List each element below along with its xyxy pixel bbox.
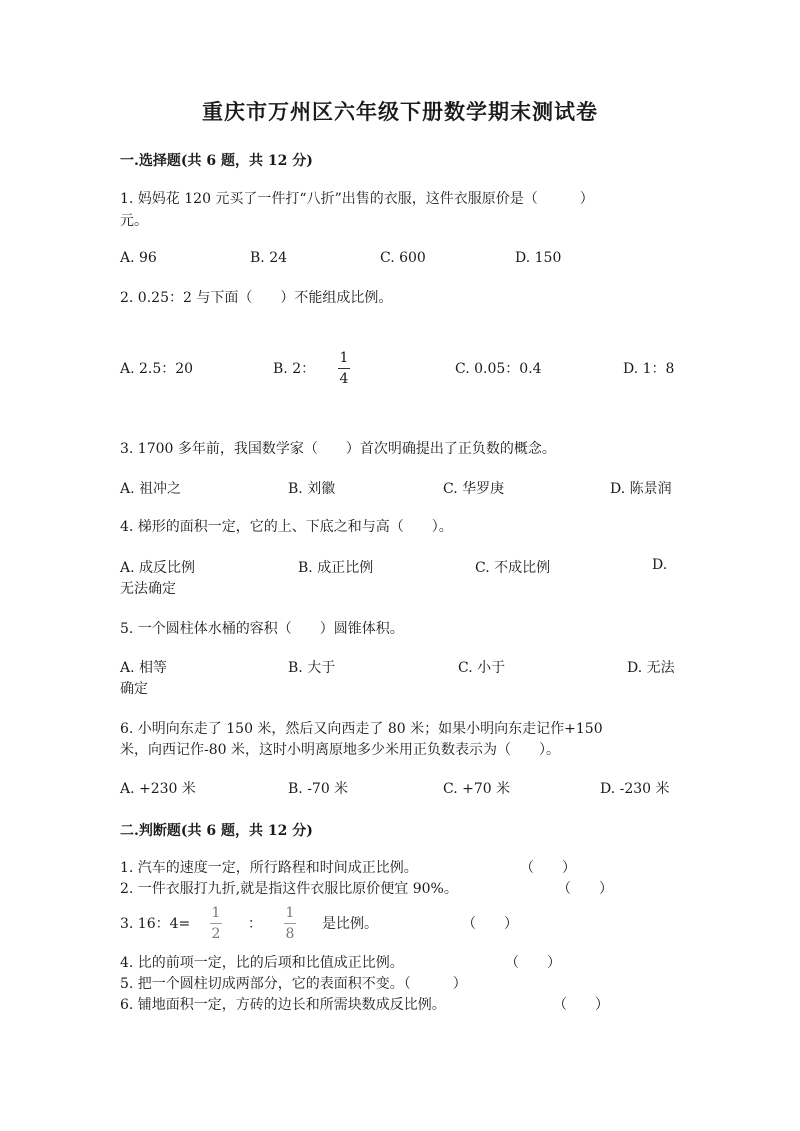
question-6-option-a: A. +230 米 — [120, 781, 196, 797]
fraction-bar — [210, 923, 222, 924]
fraction-numerator: 1 — [339, 350, 349, 366]
judgement-4-text: 4. 比的前项一定，比的后项和比值成正比例。 — [120, 955, 404, 971]
question-4-text: 4. 梯形的面积一定，它的上、下底之和与高（ ）。 — [120, 519, 453, 535]
judgement-5-text: 5. 把一个圆柱切成两部分，它的表面积不变。（ ） — [120, 976, 467, 992]
judgement-3-colon: ： — [248, 916, 262, 932]
question-1-line1: 1. 妈妈花 120 元买了一件打“八折”出售的衣服，这件衣服原价是（ ） — [120, 191, 594, 207]
question-1-option-c: C. 600 — [380, 250, 426, 266]
question-2-option-b: B. 2： — [273, 361, 316, 377]
question-5-option-c: C. 小于 — [458, 660, 506, 676]
question-6-option-c: C. +70 米 — [443, 781, 511, 797]
question-4-option-b: B. 成正比例 — [298, 560, 374, 576]
fraction-denominator: 2 — [211, 926, 221, 942]
fraction-numerator: 1 — [211, 905, 221, 921]
judgement-4-answer-blank: （ ） — [505, 955, 561, 971]
question-6-option-b: B. -70 米 — [288, 781, 349, 797]
fraction-bar — [338, 368, 350, 369]
question-5-option-d-continued: 确定 — [120, 681, 148, 697]
question-4-option-d: D. — [652, 557, 668, 573]
question-1-option-b: B. 24 — [250, 250, 288, 266]
question-4-option-c: C. 不成比例 — [475, 560, 551, 576]
question-5-text: 5. 一个圆柱体水桶的容积（ ）圆锥体积。 — [120, 621, 404, 637]
judgement-6-text: 6. 铺地面积一定，方砖的边长和所需块数成反比例。 — [120, 997, 446, 1013]
fraction-denominator: 8 — [285, 926, 295, 942]
question-1-option-a: A. 96 — [120, 250, 157, 266]
question-2-option-a: A. 2.5：20 — [120, 361, 194, 377]
judgement-6-answer-blank: （ ） — [553, 997, 609, 1013]
fraction-denominator: 4 — [339, 371, 349, 387]
fraction-numerator: 1 — [285, 905, 295, 921]
judgement-3-fraction-1 — [210, 905, 222, 942]
question-6-line1: 6. 小明向东走了 150 米，然后又向西走了 80 米；如果小明向东走记作+150 — [120, 721, 603, 737]
question-5-option-d: D. 无法 — [627, 660, 675, 676]
judgement-2-answer-blank: （ ） — [557, 881, 613, 897]
judgement-2-text: 2. 一件衣服打九折,就是指这件衣服比原价便宜 90%。 — [120, 881, 458, 897]
judgement-3-fraction-2 — [284, 905, 296, 942]
section-heading-choice: 一.选择题(共 6 题，共 12 分) — [120, 153, 313, 169]
question-4-option-a: A. 成反比例 — [120, 560, 196, 576]
question-2-text: 2. 0.25：2 与下面（ ）不能组成比例。 — [120, 290, 393, 306]
fraction-bar — [284, 923, 296, 924]
judgement-3-suffix: 是比例。 — [322, 916, 378, 932]
judgement-3-prefix: 3. 16：4= — [120, 916, 191, 932]
question-3-option-d: D. 陈景润 — [610, 481, 672, 497]
question-5-option-b: B. 大于 — [288, 660, 336, 676]
question-1-option-d: D. 150 — [515, 250, 562, 266]
page-title: 重庆市万州区六年级下册数学期末测试卷 — [202, 99, 598, 124]
section-heading-judgement: 二.判断题(共 6 题，共 12 分) — [120, 823, 313, 839]
question-4-option-d-continued: 无法确定 — [120, 581, 176, 597]
question-5-option-a: A. 相等 — [120, 660, 168, 676]
question-3-option-a: A. 祖冲之 — [120, 481, 182, 497]
question-6-option-d: D. -230 米 — [600, 781, 670, 797]
judgement-3-answer-blank: （ ） — [462, 916, 518, 932]
judgement-1-text: 1. 汽车的速度一定，所行路程和时间成正比例。 — [120, 860, 418, 876]
question-2-option-d: D. 1：8 — [623, 361, 675, 377]
judgement-1-answer-blank: （ ） — [520, 860, 576, 876]
question-3-text: 3. 1700 多年前，我国数学家（ ）首次明确提出了正负数的概念。 — [120, 441, 556, 457]
question-3-option-c: C. 华罗庚 — [443, 481, 505, 497]
question-2-option-b-fraction — [338, 350, 350, 387]
question-1-line2: 元。 — [120, 213, 148, 229]
question-3-option-b: B. 刘徽 — [288, 481, 336, 497]
question-2-option-c: C. 0.05：0.4 — [455, 361, 542, 377]
question-6-line2: 米，向西记作-80 米，这时小明离原地多少米用正负数表示为（ ）。 — [120, 742, 560, 758]
